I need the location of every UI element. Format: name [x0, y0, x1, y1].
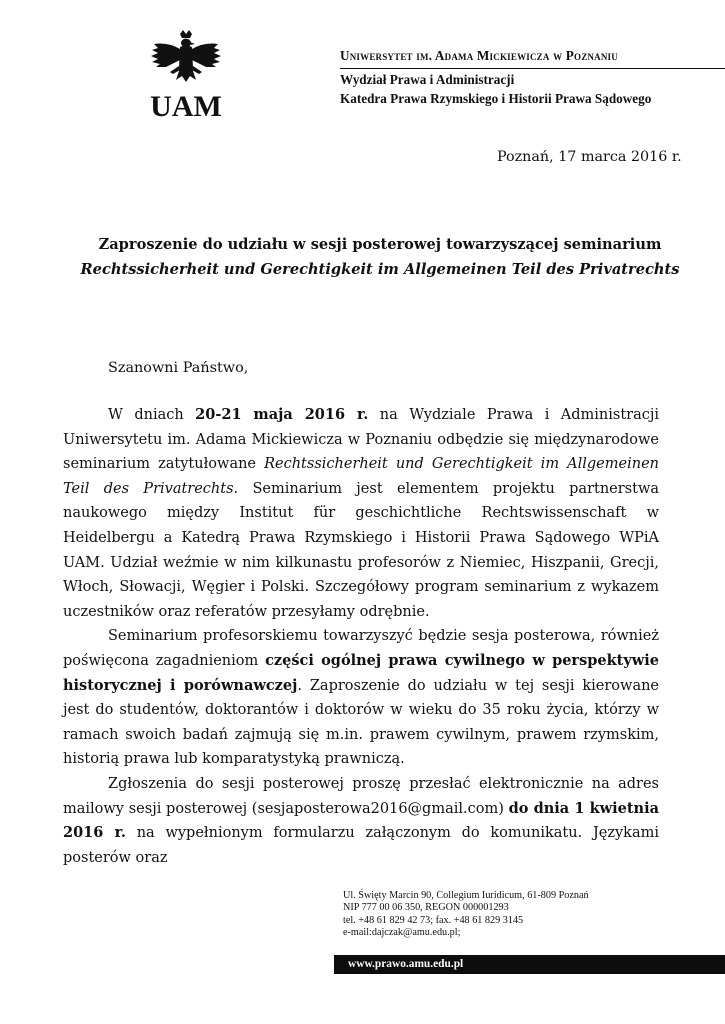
- university-name: Uniwersytet im. Adama Mickiewicza w Poznaniu: [340, 48, 618, 63]
- footer-ids: NIP 777 00 06 350, REGON 000001293: [343, 902, 509, 914]
- invitation-title: Zaproszenie do udziału w sesji posterowej towarzyszącej seminarium: [98, 236, 662, 253]
- seminar-dates: 20-21 maja 2016 r.: [195, 406, 369, 423]
- website-link[interactable]: www.prawo.amu.edu.pl: [348, 958, 464, 970]
- greeting: Szanowni Państwo,: [108, 360, 249, 376]
- footer-email[interactable]: e-mail:dajczak@amu.edu.pl;: [343, 927, 461, 939]
- letter-date: Poznań, 17 marca 2016 r.: [497, 149, 682, 165]
- department-name: Katedra Prawa Rzymskiego i Historii Prawa Sądowego: [340, 91, 652, 106]
- letter-body: [63, 403, 659, 870]
- footer-address: Ul. Święty Marcin 90, Collegium Iuridicum, 61-809 Poznań: [343, 890, 589, 901]
- paragraph-2: Seminarium profesorskiemu towarzyszyć będzie sesja posterowa, również poświęcona zagadnieniom części ogólnej prawa cywilnego w perspektywie historycznej i porównawczej. Zaproszenie do udziału w tej sesji kierowane jest do studentów, doktorantów i doktorów w wieku do 35 roku życia, którzy w ramach swoich badań zajmują się m.in. prawem cywilnym, prawem rzymskim, historią prawa lub komparatystyką prawniczą.: [63, 628, 660, 768]
- footer-contact: [343, 890, 589, 940]
- uam-eagle-logo: [146, 30, 226, 122]
- seminar-title: Rechtssicherheit und Gerechtigkeit im Allgemeinen Teil des Privatrechts: [80, 261, 680, 278]
- footer-phone: tel. +48 61 829 42 73; fax. +48 61 829 3145: [343, 914, 524, 926]
- seminar-title-inline: Rechtssicherheit und Gerechtigkeit im Allgemeinen Teil des Privatrechts: [63, 456, 659, 497]
- session-topic: części ogólnej prawa cywilnego w perspektywie historycznej i porównawczej: [63, 651, 659, 694]
- letterhead-rule: [340, 68, 725, 69]
- letterhead: [340, 48, 725, 107]
- website-bar: [334, 955, 725, 974]
- svg-text:UAM: UAM: [150, 90, 222, 122]
- deadline: do dnia 1 kwietnia 2016 r.: [63, 799, 659, 842]
- paragraph-3: Zgłoszenia do sesji posterowej proszę przesłać elektronicznie na adres mailowy sesji posterowej (sesjaposterowa2016@gmail.com) do dnia 1 kwietnia 2016 r. na wypełnionym formularzu załączonym do komunikatu. Językami posterów oraz: [63, 775, 659, 866]
- faculty-name: Wydział Prawa i Administracji: [340, 72, 515, 87]
- paragraph-1: W dniach 20-21 maja 2016 r. na Wydziale Prawa i Administracji Uniwersytetu im. Adama Mickiewicza w Poznaniu odbędzie się międzynarodowe seminarium zatytułowane Rechtssicherheit und Gerechtigkeit im Allgemeinen Teil des Privatrechts. Seminarium jest elementem projektu partnerstwa naukowego między Institut für geschichtliche Rechtswissenschaft w Heidelbergu a Katedrą Prawa Rzymskiego i Historii Prawa Sądowego WPiA UAM. Udział weźmie w nim kilkunastu profesorów z Niemiec, Hiszpanii, Grecji, Włoch, Słowacji, Węgier i Polski. Szczegółowy program seminarium z wykazem uczestników oraz referatów przesyłamy odrębnie.: [63, 406, 660, 620]
